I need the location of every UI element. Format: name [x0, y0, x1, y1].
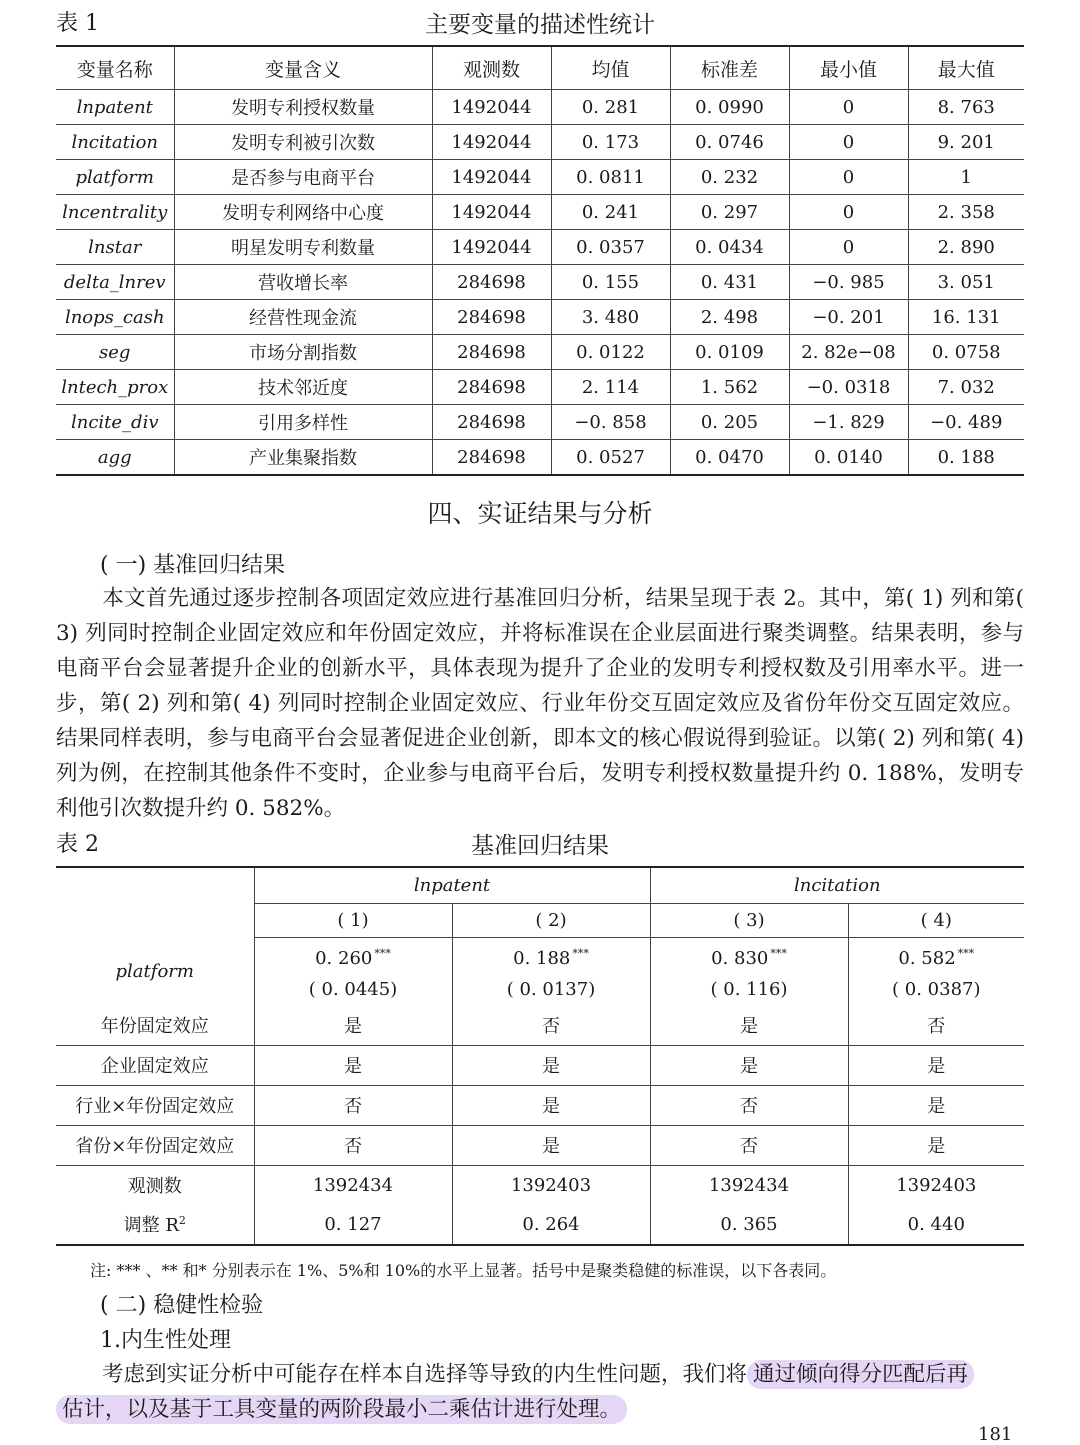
- table1-row: [56, 265, 1024, 300]
- stat-value-cell: 0. 0140: [789, 440, 908, 476]
- paragraph-baseline-text: 本文首先通过逐步控制各项固定效应进行基准回归分析，结果呈现于表 2。其中，第( 1) 列和第( 3) 列同时控制企业固定效应和年份固定效应，并将标准误在企业层面进行聚类调整。结果表明，参与电商平台会显著提升企业的创新水平，具体表现为提升了企业的发明专利授权数及引用率水平。进一步，第( 2) 列和第( 4) 列同时控制企业固定效应、行业年份交互固定效应及省份年份交互固定效应。结果同样表明，参与电商平台会显著促进企业创新，即本文的核心假说得到验证。以第( 2) 列和第( 4) 列为例，在控制其他条件不变时，企业参与电商平台后，发明专利授权数量提升约 0. 188%，发明专利他引次数提升约 0. 582%。: [56, 586, 1024, 821]
- table-note: 注: *** 、** 和* 分别表示在 1%、5%和 10%的水平上显著。括号中是聚类稳健的标准误，以下各表同。: [90, 1261, 837, 1280]
- significance-stars: ***: [374, 947, 391, 960]
- stat-value-cell: 2. 358: [908, 195, 1024, 230]
- table1-header-cell: 最大值: [908, 46, 1024, 90]
- paragraph-endogeneity: [56, 1357, 1024, 1427]
- stat-value-cell: 0. 0990: [670, 90, 789, 125]
- stat-value-cell: 0. 0470: [670, 440, 789, 476]
- table2-r2-label: [56, 1205, 254, 1245]
- table2-col-number: ( 2): [452, 903, 650, 937]
- variable-name-cell: lncitation: [56, 125, 174, 160]
- stat-value-cell: −0. 858: [551, 405, 670, 440]
- table2-value-cell: 是: [848, 1085, 1024, 1125]
- stat-value-cell: 0. 431: [670, 265, 789, 300]
- table1-row: [56, 230, 1024, 265]
- stat-value-cell: 16. 131: [908, 300, 1024, 335]
- standard-error: ( 0. 0137): [506, 979, 596, 1000]
- table2-row: [56, 1125, 1024, 1165]
- table1-row: [56, 90, 1024, 125]
- page-number: 181: [978, 1424, 1013, 1445]
- stat-value-cell: −0. 201: [789, 300, 908, 335]
- stat-value-cell: 1492044: [432, 230, 551, 265]
- stat-value-cell: −0. 0318: [789, 370, 908, 405]
- table2-value-cell: 是: [650, 1045, 848, 1085]
- table1-row: [56, 160, 1024, 195]
- table1-row: [56, 125, 1024, 160]
- stat-value-cell: 284698: [432, 335, 551, 370]
- table2-r2-cell: 0. 127: [254, 1205, 452, 1245]
- stat-value-cell: 1492044: [432, 125, 551, 160]
- stat-value-cell: 0. 281: [551, 90, 670, 125]
- stat-value-cell: 2. 114: [551, 370, 670, 405]
- table2-group-row: [56, 867, 1024, 903]
- table1-row: [56, 300, 1024, 335]
- paragraph-endogeneity-text: 考虑到实证分析中可能存在样本自选择等导致的内生性问题，我们将: [102, 1362, 748, 1387]
- subsection-baseline-heading: ( 一) 基准回归结果: [100, 553, 286, 578]
- stat-value-cell: 0. 232: [670, 160, 789, 195]
- variable-name-cell: seg: [56, 335, 174, 370]
- coef-value: 0. 260: [315, 948, 373, 969]
- stat-value-cell: 284698: [432, 265, 551, 300]
- stat-value-cell: 0: [789, 90, 908, 125]
- table2-group-lncitation: lncitation: [650, 867, 1024, 903]
- standard-error: ( 0. 0445): [308, 979, 398, 1000]
- standard-error: ( 0. 116): [710, 979, 788, 1000]
- table2-title: 基准回归结果: [471, 833, 609, 859]
- stat-value-cell: 284698: [432, 440, 551, 476]
- variable-meaning-cell: 技术邻近度: [174, 370, 432, 405]
- table1-header-cell: 变量名称: [56, 46, 174, 90]
- descriptive-stats-table: [56, 45, 1024, 476]
- table2-coef-cell: [254, 937, 452, 1006]
- stat-value-cell: 0: [789, 125, 908, 160]
- r2-label-text: 调整 R: [123, 1215, 179, 1236]
- stat-value-cell: 1492044: [432, 195, 551, 230]
- table2-value-cell: 是: [452, 1085, 650, 1125]
- highlighted-text: 估计，以及基于工具变量的两阶段最小二乘估计进行处理。: [56, 1395, 627, 1424]
- table2-col-number: ( 1): [254, 903, 452, 937]
- variable-name-cell: platform: [56, 160, 174, 195]
- table2-value-cell: 1392434: [650, 1165, 848, 1205]
- variable-meaning-cell: 发明专利网络中心度: [174, 195, 432, 230]
- table1-row: [56, 335, 1024, 370]
- table2-corner-cell: [56, 903, 254, 937]
- stat-value-cell: 0. 0527: [551, 440, 670, 476]
- table2-value-cell: 是: [254, 1006, 452, 1046]
- stat-value-cell: 0. 0109: [670, 335, 789, 370]
- stat-value-cell: 2. 890: [908, 230, 1024, 265]
- table2-value-cell: 否: [452, 1006, 650, 1046]
- stat-value-cell: 284698: [432, 300, 551, 335]
- table2-label: 表 2: [56, 832, 99, 857]
- table2-group-lnpatent: lnpatent: [254, 867, 650, 903]
- table2-col-number: ( 3): [650, 903, 848, 937]
- stat-value-cell: 0. 0434: [670, 230, 789, 265]
- stat-value-cell: 0: [789, 195, 908, 230]
- stat-value-cell: 0. 188: [908, 440, 1024, 476]
- stat-value-cell: 0. 0811: [551, 160, 670, 195]
- table2-platform-label: platform: [56, 937, 254, 1006]
- table2-row: [56, 1006, 1024, 1046]
- stat-value-cell: 1492044: [432, 90, 551, 125]
- significance-stars: ***: [770, 947, 787, 960]
- stat-value-cell: 0. 173: [551, 125, 670, 160]
- stat-value-cell: 0. 0357: [551, 230, 670, 265]
- stat-value-cell: 1492044: [432, 160, 551, 195]
- table2-corner-cell: [56, 867, 254, 903]
- table2-coef-cell: [650, 937, 848, 1006]
- stat-value-cell: 0. 155: [551, 265, 670, 300]
- table2-value-cell: 否: [848, 1006, 1024, 1046]
- subsection-robustness-heading: ( 二) 稳健性检验: [100, 1293, 264, 1318]
- table2-row-label: 行业×年份固定效应: [56, 1085, 254, 1125]
- stat-value-cell: 3. 051: [908, 265, 1024, 300]
- table2-r2-cell: 0. 365: [650, 1205, 848, 1245]
- table2-column-number-row: [56, 903, 1024, 937]
- variable-meaning-cell: 营收增长率: [174, 265, 432, 300]
- variable-name-cell: lnstar: [56, 230, 174, 265]
- variable-name-cell: lnops_cash: [56, 300, 174, 335]
- stat-value-cell: 0: [789, 230, 908, 265]
- table2-value-cell: 1392434: [254, 1165, 452, 1205]
- table1-caption: [56, 2, 1024, 42]
- table1-label: 表 1: [56, 11, 99, 36]
- table2-value-cell: 是: [848, 1045, 1024, 1085]
- coef-value: 0. 188: [513, 948, 571, 969]
- significance-stars: ***: [572, 947, 589, 960]
- stat-value-cell: 0. 205: [670, 405, 789, 440]
- table2-value-cell: 是: [452, 1125, 650, 1165]
- table1-header-cell: 标准差: [670, 46, 789, 90]
- stat-value-cell: 0. 241: [551, 195, 670, 230]
- standard-error: ( 0. 0387): [892, 979, 981, 1000]
- table1-row: [56, 195, 1024, 230]
- table2-value-cell: 否: [254, 1085, 452, 1125]
- stat-value-cell: −0. 985: [789, 265, 908, 300]
- table2-value-cell: 否: [254, 1125, 452, 1165]
- significance-stars: ***: [957, 947, 975, 960]
- variable-name-cell: agg: [56, 440, 174, 476]
- table2-r2-cell: 0. 264: [452, 1205, 650, 1245]
- variable-meaning-cell: 市场分割指数: [174, 335, 432, 370]
- table2-col-number: ( 4): [848, 903, 1024, 937]
- table2-row-label: 年份固定效应: [56, 1006, 254, 1046]
- table2-row: [56, 1085, 1024, 1125]
- variable-name-cell: lntech_prox: [56, 370, 174, 405]
- table2-row-label: 企业固定效应: [56, 1045, 254, 1085]
- variable-name-cell: lncite_div: [56, 405, 174, 440]
- highlighted-text: 通过倾向得分匹配后再: [747, 1360, 974, 1389]
- table1-row: [56, 405, 1024, 440]
- stat-value-cell: 0: [789, 160, 908, 195]
- r2-superscript: 2: [178, 1214, 186, 1227]
- section-title: 四、实证结果与分析: [427, 499, 653, 528]
- table2-caption: [56, 823, 1024, 863]
- stat-value-cell: 9. 201: [908, 125, 1024, 160]
- stat-value-cell: 0. 0122: [551, 335, 670, 370]
- table1-header-row: [56, 46, 1024, 90]
- stat-value-cell: −1. 829: [789, 405, 908, 440]
- stat-value-cell: 284698: [432, 405, 551, 440]
- table1-header-cell: 观测数: [432, 46, 551, 90]
- stat-value-cell: 3. 480: [551, 300, 670, 335]
- variable-name-cell: lncentrality: [56, 195, 174, 230]
- subsubsection-endogeneity-heading: 1.内生性处理: [100, 1328, 231, 1353]
- table2-row: [56, 1045, 1024, 1085]
- coef-value: 0. 830: [711, 948, 769, 969]
- table2-value-cell: 1392403: [452, 1165, 650, 1205]
- table2-coef-cell: [848, 937, 1024, 1006]
- table1-header-cell: 最小值: [789, 46, 908, 90]
- variable-meaning-cell: 引用多样性: [174, 405, 432, 440]
- table2-row-label: 省份×年份固定效应: [56, 1125, 254, 1165]
- table1-row: [56, 440, 1024, 476]
- stat-value-cell: 8. 763: [908, 90, 1024, 125]
- table2-platform-row: [56, 937, 1024, 1006]
- stat-value-cell: 2. 82e−08: [789, 335, 908, 370]
- table2-r2-cell: 0. 440: [848, 1205, 1024, 1245]
- table2-coef-cell: [452, 937, 650, 1006]
- table2-value-cell: 否: [650, 1125, 848, 1165]
- stat-value-cell: −0. 489: [908, 405, 1024, 440]
- table2-value-cell: 是: [452, 1045, 650, 1085]
- table2-value-cell: 是: [254, 1045, 452, 1085]
- table2-value-cell: 是: [848, 1125, 1024, 1165]
- stat-value-cell: 0. 297: [670, 195, 789, 230]
- paragraph-baseline: [56, 581, 1024, 826]
- variable-meaning-cell: 产业集聚指数: [174, 440, 432, 476]
- table2-value-cell: 是: [650, 1006, 848, 1046]
- table1-header-cell: 变量含义: [174, 46, 432, 90]
- variable-meaning-cell: 是否参与电商平台: [174, 160, 432, 195]
- variable-name-cell: lnpatent: [56, 90, 174, 125]
- stat-value-cell: 2. 498: [670, 300, 789, 335]
- table1-row: [56, 370, 1024, 405]
- stat-value-cell: 7. 032: [908, 370, 1024, 405]
- table2-value-cell: 1392403: [848, 1165, 1024, 1205]
- stat-value-cell: 284698: [432, 370, 551, 405]
- table2-row: [56, 1165, 1024, 1205]
- table2-row-label: 观测数: [56, 1165, 254, 1205]
- coef-value: 0. 582: [898, 948, 956, 969]
- table1-header-cell: 均值: [551, 46, 670, 90]
- variable-name-cell: delta_lnrev: [56, 265, 174, 300]
- table2-r2-row: [56, 1205, 1024, 1245]
- variable-meaning-cell: 明星发明专利数量: [174, 230, 432, 265]
- variable-meaning-cell: 发明专利授权数量: [174, 90, 432, 125]
- stat-value-cell: 1: [908, 160, 1024, 195]
- table1-title: 主要变量的描述性统计: [425, 12, 655, 38]
- variable-meaning-cell: 经营性现金流: [174, 300, 432, 335]
- baseline-regression-table: [56, 866, 1024, 1246]
- stat-value-cell: 0. 0746: [670, 125, 789, 160]
- table2-value-cell: 否: [650, 1085, 848, 1125]
- variable-meaning-cell: 发明专利被引次数: [174, 125, 432, 160]
- stat-value-cell: 1. 562: [670, 370, 789, 405]
- stat-value-cell: 0. 0758: [908, 335, 1024, 370]
